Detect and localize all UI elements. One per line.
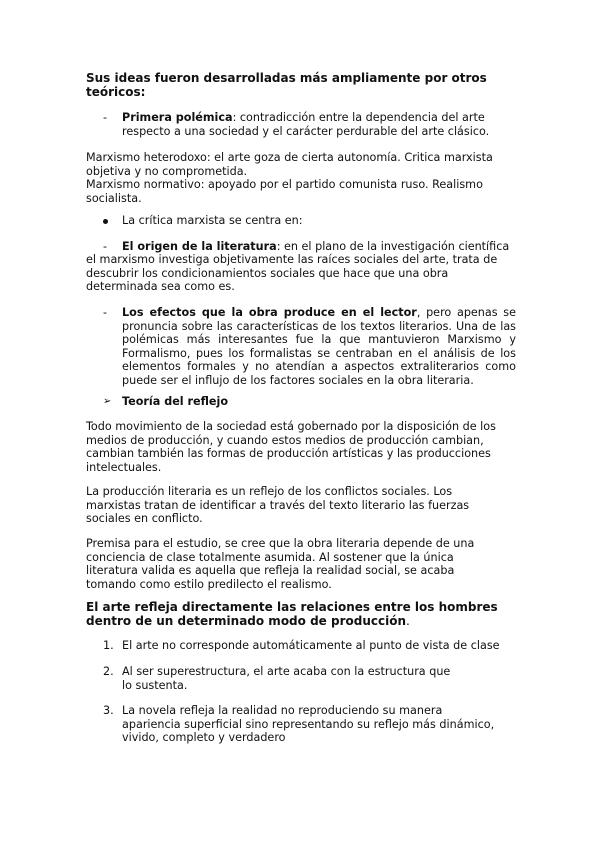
paragraph-movimiento: Todo movimiento de la sociedad está gobernado por la disposición de los medios de producción, y cuando estos medios de producción cambian, cambian también las formas de producción artísticas y las producciones intelectuales. — [86, 420, 496, 474]
origen-continuation: el marxismo investiga objetivamente las raíces sociales del arte, trata de descubrir los condicionamientos sociales que hace que una obra determinada sea como es. — [86, 253, 498, 293]
primera-polemica-text: : contradicción entre la dependencia del arte respecto a una sociedad y el carácter perdurable del arte clásico. — [122, 111, 490, 138]
paragraph-heterodoxo: Marxismo heterodoxo: el arte goza de cierta autonomía. Critica marxista objetiva y no comprometida. — [86, 151, 493, 178]
numbered-item-3: La novela refleja la realidad no reproduciendo su manera apariencia superficial sino representando su reflejo más dinámico, vivido, completo y verdadero — [122, 704, 495, 744]
origen-text: : en el plano de la investigación científica — [276, 240, 510, 253]
bullet-critica: La crítica marxista se centra en: — [122, 214, 303, 227]
intro-heading: Sus ideas fueron desarrolladas más ampliamente por otros teóricos: — [86, 71, 487, 99]
arrow-bullet-icon: ➢ — [103, 396, 112, 407]
numbered-item-2: Al ser superestructura, el arte acaba con la estructura que lo sustenta. — [122, 665, 451, 692]
teoria-reflejo-heading: Teoría del reflejo — [122, 395, 229, 408]
paragraph-premisa: Premisa para el estudio, se cree que la obra literaria depende de una conciencia de clase totalmente asumida. Al sostener que la única literatura valida es aquella que refleja la realidad social, se acaba tomando como estilo predilecto el realismo. — [86, 537, 475, 591]
origen-label: El origen de la literatura — [122, 240, 277, 253]
numbered-item-1: El arte no corresponde automáticamente al punto de vista de clase — [122, 639, 500, 652]
arte-heading-end: . — [406, 613, 410, 628]
arte-heading-text: El arte refleja directamente las relaciones entre los hombres dentro de un determinado modo de producción — [86, 600, 498, 628]
efectos-text: , pero apenas se pronuncia sobre las características de los textos literarios. Una de las polémicas más interesantes fue la que mantuvieron Marxismo y Formalismo, pues los formalistas se centraban en el análisis de los elementos formales y no atendían a aspectos extraliterarios como puede ser el influjo de los factores sociales en la obra literaria. — [122, 306, 516, 387]
primera-polemica-label: Primera polémica — [122, 111, 233, 124]
paragraph-normativo: Marxismo normativo: apoyado por el partido comunista ruso. Realismo socialista. — [86, 178, 483, 205]
dash-marker: - — [103, 111, 108, 124]
list-item-origen — [122, 240, 516, 254]
efectos-label: Los efectos que la obra produce en el lector — [122, 306, 417, 319]
dash-marker: - — [103, 306, 108, 319]
list-item-primera-polemica — [122, 111, 516, 138]
number-3: 3. — [103, 704, 114, 717]
list-item-efectos — [122, 306, 516, 387]
dash-marker: - — [103, 240, 108, 253]
arte-heading — [86, 601, 516, 628]
number-2: 2. — [103, 665, 114, 678]
paragraph-produccion: La producción literaria es un reflejo de los conflictos sociales. Los marxistas tratan de identificar a través del texto literario las fuerzas sociales en conflicto. — [86, 485, 470, 525]
number-1: 1. — [103, 639, 114, 652]
bullet-dot-icon — [103, 214, 117, 228]
